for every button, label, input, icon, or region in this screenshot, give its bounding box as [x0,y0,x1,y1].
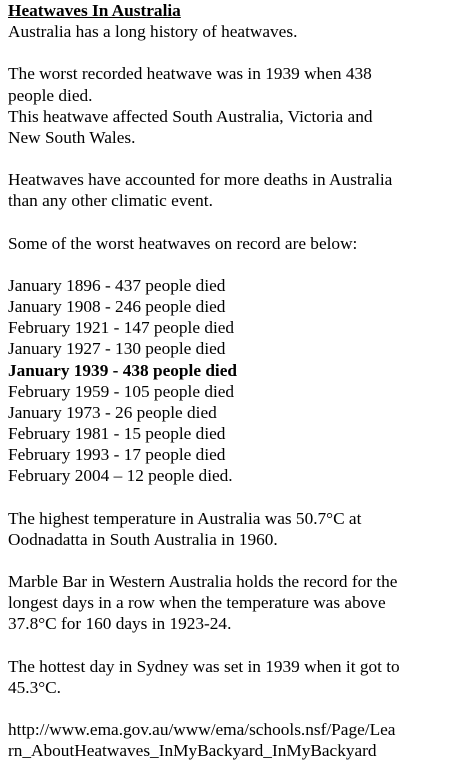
record-deaths: 15 people died [123,424,226,444]
record-separator: - [108,360,123,380]
record-deaths: 246 people died [115,297,226,317]
paragraph-line: The worst recorded heatwave was in 1939 when 438 [8,64,372,84]
record-deaths: 130 people died [115,339,226,359]
record-item [8,381,454,402]
spacer [8,487,454,508]
record-deaths: 438 people died [122,360,238,380]
spacer [8,698,454,719]
worst-heatwave-paragraph [8,63,454,148]
paragraph-line: Marble Bar in Western Australia holds the record for the [8,572,398,592]
record-item [8,275,454,296]
list-intro: Some of the worst heatwaves on record are below: [8,233,358,253]
spacer [8,550,454,571]
record-deaths: 17 people died [123,445,226,465]
record-separator: – [109,466,127,486]
record-item [8,338,454,359]
heatwave-records-list [8,275,454,487]
record-item [8,317,454,338]
record-date: February 2004 [8,466,110,486]
record-separator: - [100,339,116,359]
record-item [8,465,454,486]
record-date: January 1939 [8,360,109,380]
paragraph-line: This heatwave affected South Australia, Victoria and [8,106,373,126]
paragraph-line: Heatwaves have accounted for more deaths in Australia [8,170,393,190]
paragraph-line: New South Wales. [8,127,136,147]
url-line: http://www.ema.gov.au/www/ema/schools.nsf/Page/Lea [8,720,396,740]
marble-bar-paragraph [8,571,454,634]
paragraph-line: 45.3°C. [8,677,61,697]
record-separator: - [100,402,116,422]
source-url [8,719,454,761]
record-item [8,296,454,317]
paragraph-line: 37.8°C for 160 days in 1923-24. [8,614,232,634]
spacer [8,148,454,169]
spacer [8,42,454,63]
deaths-paragraph [8,169,454,211]
document [8,0,454,762]
url-line: rn_AboutHeatwaves_InMyBackyard_InMyBackyard [8,741,377,761]
record-item [8,423,454,444]
paragraph-line: longest days in a row when the temperature was above [8,593,386,613]
record-item [8,360,454,381]
paragraph-line: Oodnadatta in South Australia in 1960. [8,529,278,549]
highest-temperature-paragraph [8,508,454,550]
record-date: February 1959 [8,381,110,401]
record-date: February 1981 [8,424,110,444]
record-item [8,402,454,423]
record-date: January 1927 [8,339,101,359]
paragraph-line: The highest temperature in Australia was 50.7°C at [8,508,362,528]
paragraph-line: than any other climatic event. [8,191,213,211]
record-item [8,444,454,465]
spacer [8,635,454,656]
record-deaths: 147 people died [123,318,235,338]
record-separator: - [109,318,124,338]
sydney-paragraph [8,656,454,698]
record-separator: - [100,275,116,295]
record-deaths: 26 people died [115,402,217,422]
paragraph-line: people died. [8,85,93,105]
record-date: January 1908 [8,297,101,317]
record-deaths: 12 people died. [126,466,233,486]
intro-text: Australia has a long history of heatwaves. [8,22,298,42]
record-date: January 1896 [8,275,101,295]
record-deaths: 105 people died [123,381,235,401]
record-separator: - [109,445,124,465]
record-separator: - [100,297,116,317]
record-deaths: 437 people died [115,275,226,295]
document-title: Heatwaves In Australia [8,1,181,20]
spacer [8,254,454,275]
paragraph-line: The hottest day in Sydney was set in 1939 when it got to [8,656,400,676]
spacer [8,212,454,233]
record-date: February 1921 [8,318,110,338]
record-separator: - [109,381,124,401]
record-date: February 1993 [8,445,110,465]
record-separator: - [109,424,124,444]
record-date: January 1973 [8,402,101,422]
